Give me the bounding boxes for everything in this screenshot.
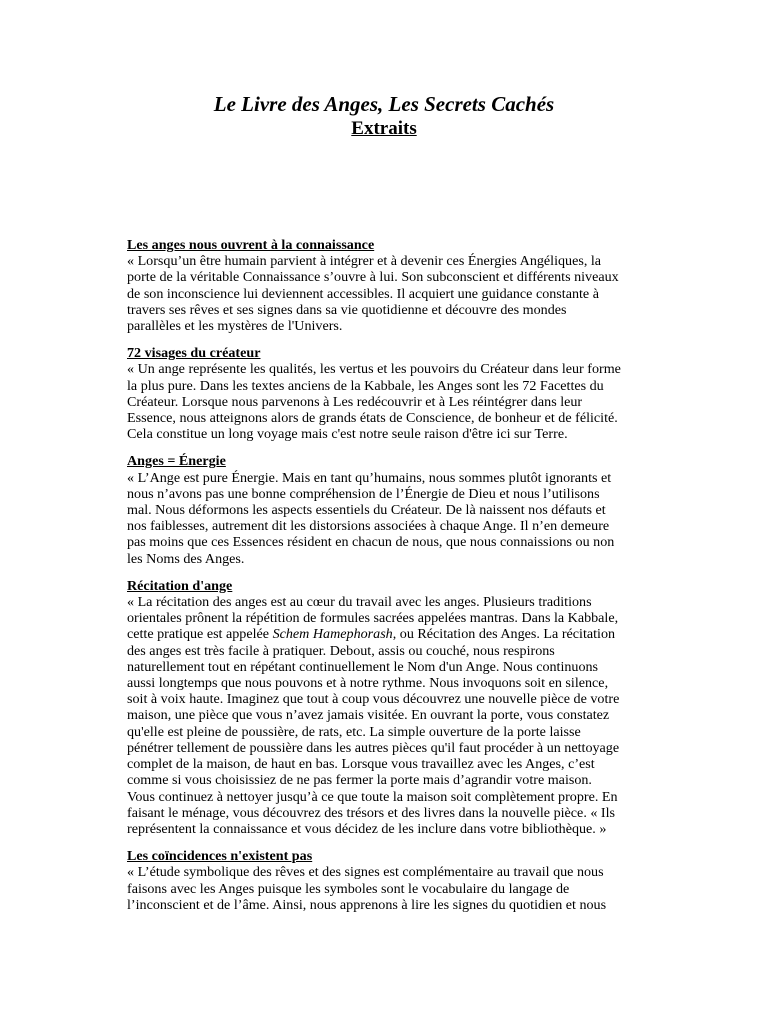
section-connaissance [127,237,623,334]
section-paragraph: « Lorsqu’un être humain parvient à intégrer et à devenir ces Énergies Angéliques, la porte de la véritable Connaissance s’ouvre à lui. Son subconscient et différents niveaux de son inconscience lui deviennent accessibles. Il acquiert une guidance constante à travers ses rêves et ses signes dans sa vie quotidienne et découvre des mondes parallèles et les mystères de l'Univers. [127,253,619,335]
paragraph-text-end: , ou Récitation des Anges. La récitation des anges est très facile à pratiquer. Debout, assis ou couché, nous respirons naturellement tout en répétant continuellement le Nom d'un Ange. Nous continuons aussi longtemps que nous pouvons et à notre rythme. Nous invoquons soit en silence, soit à voix haute. Imaginez que tout à coup vous découvrez une nouvelle pièce de votre maison, une pièce que vous n’avez jamais visitée. En ouvrant la porte, vous constatez qu'elle est pleine de poussière, de rats, etc. La simple ouverture de la porte laisse pénétrer tellement de poussière dans les autres pièces qu'il faut procéder à un nettoyage complet de la maison, de haut en bas. Lorsque vous travaillez avec les Anges, c’est comme si vous choisissiez de ne pas fermer la porte mais d’agrandir votre maison. Vous continuez à nettoyer jusqu’à ce que toute la maison soit complètement propre. En faisant le ménage, vous découvrez des trésors et des livres dans la nouvelle pièce. « Ils représentent la connaissance et vous décidez de les inclure dans votre bibliothèque. » [127,626,620,837]
section-heading: Anges = Énergie [127,453,226,470]
section-paragraph: « L’Ange est pure Énergie. Mais en tant qu’humains, nous sommes plutôt ignorants et nous n’avons pas une bonne compréhension de l’Énergie de Dieu et nous l’utilisons mal. Nous déformons les aspects essentiels du Créateur. De là naissent nos défauts et nos faiblesses, autrement dit les distorsions associées à chaque Ange. Il n’en demeure pas moins que ces Essences résident en chacun de nous, que nous connaissions ou non les Noms des Anges. [127,469,615,567]
section-paragraph [127,594,623,837]
section-coincidences [127,848,623,913]
section-paragraph: « L’étude symbolique des rêves et des signes est complémentaire au travail que nous faisons avec les Anges puisque les symboles sont le vocabulaire du langage de l’inconscient et de l’âme. Ainsi, nous apprenons à lire les signes du quotidien et nous [127,864,607,913]
paragraph-text-start: « La récitation des anges est au cœur du travail avec les anges. Plusieurs traditions orientales prônent la répétition de formules sacrées appelées mantras. Dans la Kabbale, cette pratique est appelée [127,594,619,643]
paragraph-emphasis: Schem Hamephorash [272,626,393,643]
section-heading: Récitation d'ange [127,577,233,594]
section-recitation [127,578,623,837]
section-72-visages [127,345,623,442]
document-title: Le Livre des Anges, Les Secrets Cachés [213,92,555,116]
document-body [127,237,623,924]
document-subtitle: Extraits [351,118,417,139]
section-anges-energie [127,453,623,566]
section-heading: 72 visages du créateur [127,345,261,362]
title-block [0,92,768,141]
section-heading: Les coïncidences n'existent pas [127,848,313,865]
section-paragraph: « Un ange représente les qualités, les vertus et les pouvoirs du Créateur dans leur forme la plus pure. Dans les textes anciens de la Kabbale, les Anges sont les 72 Facettes du Créateur. Lorsque nous parvenons à Les redécouvrir et à Les réintégrer dans leur Essence, nous atteignons alors de grands états de Conscience, de bonheur et de félicité. Cela constitue un long voyage mais c'est notre seule raison d'être ici sur Terre. [127,361,621,443]
section-heading: Les anges nous ouvrent à la connaissance [127,237,375,253]
